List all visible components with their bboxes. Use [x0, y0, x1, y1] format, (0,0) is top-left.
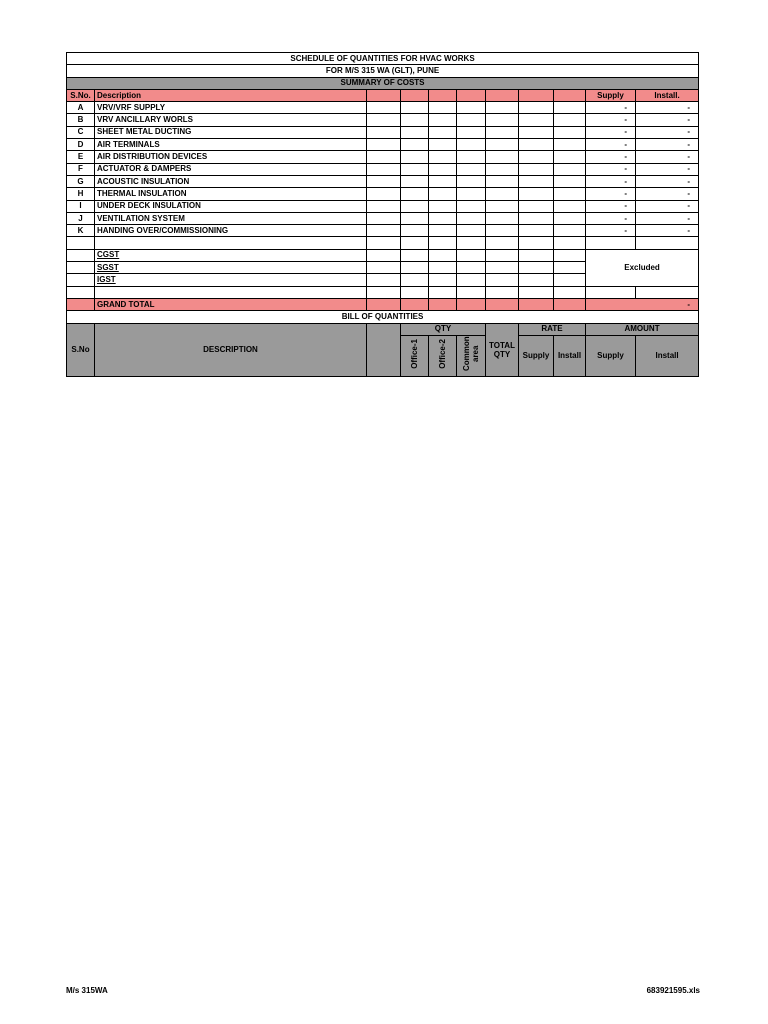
summary-sno: B: [67, 114, 95, 126]
boq-title: BILL OF QUANTITIES: [67, 311, 699, 323]
boq-rate-supply-header: Supply: [519, 335, 554, 376]
summary-install: -: [636, 114, 699, 126]
summary-row: [67, 126, 699, 138]
summary-sno: E: [67, 151, 95, 163]
excluded-note: Excluded: [586, 249, 699, 286]
summary-desc: VRV ANCILLARY WORLS: [95, 114, 367, 126]
col-supply-header: Supply: [586, 89, 636, 101]
grand-total-label: GRAND TOTAL: [95, 298, 367, 310]
summary-row: [67, 200, 699, 212]
summary-desc: VENTILATION SYSTEM: [95, 212, 367, 224]
summary-supply: -: [586, 102, 636, 114]
summary-install: -: [636, 102, 699, 114]
summary-desc: HANDING OVER/COMMISSIONING: [95, 225, 367, 237]
col-install-header: Install.: [636, 89, 699, 101]
tax-label: CGST: [95, 249, 367, 261]
summary-header-row: [67, 89, 699, 101]
boq-sno-header: S.No: [67, 323, 95, 376]
boq-amount-header: AMOUNT: [586, 323, 699, 335]
sheet-title: SCHEDULE OF QUANTITIES FOR HVAC WORKS: [67, 53, 699, 65]
summary-desc: AIR TERMINALS: [95, 139, 367, 151]
summary-sno: G: [67, 175, 95, 187]
summary-supply: -: [586, 151, 636, 163]
col-sno-header: S.No.: [67, 89, 95, 101]
summary-desc: UNDER DECK INSULATION: [95, 200, 367, 212]
summary-desc: VRV/VRF SUPPLY: [95, 102, 367, 114]
summary-sno: D: [67, 139, 95, 151]
summary-supply: -: [586, 139, 636, 151]
summary-install: -: [636, 139, 699, 151]
sheet-subtitle: FOR M/S 315 WA (GLT), PUNE: [67, 65, 699, 77]
summary-desc: AIR DISTRIBUTION DEVICES: [95, 151, 367, 163]
boq-office1-header: Office-1: [410, 339, 419, 370]
summary-supply: -: [586, 163, 636, 175]
summary-row: [67, 188, 699, 200]
summary-desc: ACTUATOR & DAMPERS: [95, 163, 367, 175]
summary-supply: -: [586, 212, 636, 224]
tax-row: [67, 249, 699, 261]
summary-supply: -: [586, 175, 636, 187]
summary-install: -: [636, 126, 699, 138]
summary-install: -: [636, 200, 699, 212]
col-desc-header: Description: [95, 89, 367, 101]
summary-desc: THERMAL INSULATION: [95, 188, 367, 200]
summary-install: -: [636, 151, 699, 163]
summary-sno: I: [67, 200, 95, 212]
summary-install: -: [636, 225, 699, 237]
summary-supply: -: [586, 225, 636, 237]
boq-rate-install-header: Install: [554, 335, 586, 376]
tax-label: SGST: [95, 262, 367, 274]
footer-right: 683921595.xls: [646, 986, 700, 995]
grand-total-row: [67, 298, 699, 310]
summary-title: SUMMARY OF COSTS: [67, 77, 699, 89]
summary-install: -: [636, 188, 699, 200]
summary-row: [67, 102, 699, 114]
summary-supply: -: [586, 126, 636, 138]
boq-desc-header: DESCRIPTION: [95, 323, 367, 376]
boq-amount-supply-header: Supply: [586, 335, 636, 376]
summary-sno: H: [67, 188, 95, 200]
summary-row: [67, 151, 699, 163]
summary-install: -: [636, 163, 699, 175]
hvac-schedule-sheet: [66, 52, 699, 377]
boq-common-area-header: Common area: [462, 337, 480, 372]
boq-amount-install-header: Install: [636, 335, 699, 376]
boq-header-row: [67, 323, 699, 335]
summary-sno: F: [67, 163, 95, 175]
summary-desc: ACOUSTIC INSULATION: [95, 175, 367, 187]
summary-supply: -: [586, 114, 636, 126]
boq-rate-header: RATE: [519, 323, 586, 335]
footer-left: M/s 315WA: [66, 986, 108, 995]
grand-total-value: -: [586, 298, 699, 310]
boq-total-qty-header: TOTAL QTY: [486, 323, 519, 376]
summary-desc: SHEET METAL DUCTING: [95, 126, 367, 138]
summary-supply: -: [586, 188, 636, 200]
summary-install: -: [636, 212, 699, 224]
summary-row: [67, 212, 699, 224]
summary-sno: K: [67, 225, 95, 237]
summary-supply: -: [586, 200, 636, 212]
summary-install: -: [636, 175, 699, 187]
boq-qty-header: QTY: [401, 323, 486, 335]
boq-office2-header: Office-2: [438, 339, 447, 370]
summary-row: [67, 163, 699, 175]
summary-row: [67, 139, 699, 151]
summary-row: [67, 225, 699, 237]
tax-label: IGST: [95, 274, 367, 286]
summary-sno: A: [67, 102, 95, 114]
summary-sno: J: [67, 212, 95, 224]
summary-row: [67, 114, 699, 126]
summary-row: [67, 175, 699, 187]
summary-sno: C: [67, 126, 95, 138]
